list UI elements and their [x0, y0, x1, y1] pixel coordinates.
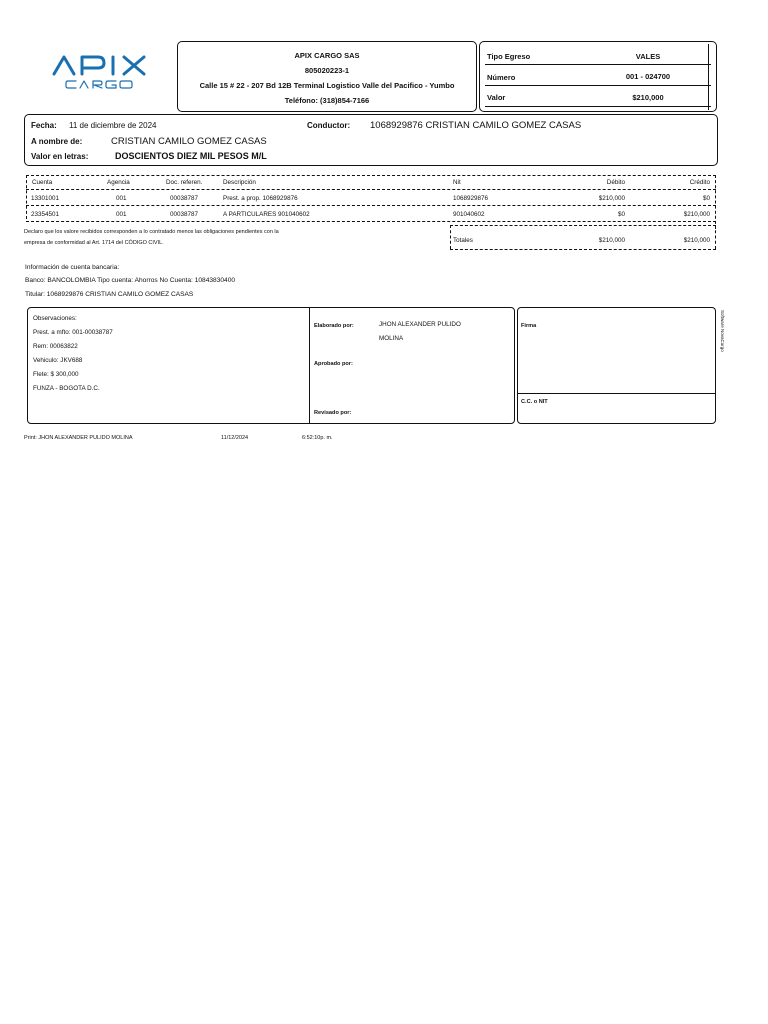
conductor-label: Conductor: [307, 121, 351, 130]
row-credito: $210,000 [683, 211, 710, 218]
table-row-sep [26, 205, 716, 206]
egreso-number-value: 001 - 024700 [625, 72, 671, 81]
firma-label: Firma [521, 323, 537, 329]
letras-label: Valor en letras: [31, 152, 89, 161]
elaborado-label: Elaborado por: [314, 323, 354, 329]
row-credito: $0 [702, 195, 710, 202]
egreso-line-2 [485, 85, 711, 86]
aprobado-label: Aprobado por: [314, 361, 353, 367]
row-doc: 00038787 [170, 195, 199, 202]
row-agencia: 001 [116, 195, 127, 202]
egreso-type-label: Tipo Egreso [487, 52, 531, 61]
nombre-value: CRISTIAN CAMILO GOMEZ CASAS [111, 136, 267, 147]
fecha-value: 11 de diciembre de 2024 [69, 121, 157, 130]
row-cuenta: 23354501 [31, 211, 60, 218]
signature-line [518, 393, 715, 394]
egreso-line-3 [485, 106, 711, 107]
bank-title: Información de cuenta bancaria: [25, 264, 120, 271]
row-debito: $0 [617, 211, 625, 218]
company-header [177, 41, 477, 112]
totals-left-border [450, 225, 451, 249]
company-address: Calle 15 # 22 - 207 Bd 12B Terminal Logistico Valle del Pacifico - Yumbo [199, 81, 455, 90]
row-agencia: 001 [116, 211, 127, 218]
row-descripcion: A PARTICULARES 901040602 [223, 211, 310, 218]
footer-date: 11/12/2024 [221, 435, 249, 441]
row-descripcion: Prest. a prop. 1068929876 [223, 195, 298, 202]
revisado-label: Revisado por: [314, 410, 352, 416]
col-doc: Doc. referen. [166, 179, 203, 186]
letras-value: DOSCIENTOS DIEZ MIL PESOS M/L [115, 151, 267, 161]
observations-box [27, 307, 515, 424]
totals-top-border [450, 225, 716, 226]
egreso-value-amount: $210,000 [632, 93, 664, 102]
company-name: APIX CARGO SAS [294, 51, 360, 60]
footer-print: Print: JHON ALEXANDER PULIDO MOLINA [24, 435, 133, 441]
egreso-value-label: Valor [487, 93, 506, 102]
totals-credit: $210,000 [683, 237, 710, 244]
col-descripcion: Descripción [223, 179, 256, 186]
egreso-divider [708, 44, 709, 110]
egreso-number-label: Número [487, 73, 516, 82]
totals-right-border [715, 225, 716, 249]
bank-line-2: Titular: 1068929876 CRISTIAN CAMILO GOMEZ CASAS [25, 291, 194, 298]
company-logo [50, 52, 150, 94]
table-top-border [26, 175, 716, 176]
totals-bottom-border [450, 249, 716, 250]
nombre-label: A nombre de: [31, 137, 83, 146]
conductor-value: 1068929876 CRISTIAN CAMILO GOMEZ CASAS [370, 120, 582, 131]
fecha-label: Fecha: [31, 121, 57, 130]
elaborado-name-2: MOLINA [379, 335, 404, 342]
table-left-border [26, 175, 27, 219]
observations-title: Observaciones: [33, 315, 77, 322]
row-doc: 00038787 [170, 211, 199, 218]
observations-divider [309, 308, 310, 423]
cc-label: C.C. o NIT [521, 399, 548, 405]
col-nit: Nit [453, 179, 461, 186]
row-nit: 1068929876 [453, 195, 489, 202]
table-bottom-border [26, 221, 716, 222]
col-credito: Crédito [689, 179, 710, 186]
company-nit: 805020223-1 [304, 66, 350, 75]
row-cuenta: 13301001 [31, 195, 60, 202]
observation-line: Flete: $ 300,000 [33, 371, 79, 378]
egreso-box [479, 41, 717, 112]
col-debito: Débito [606, 179, 625, 186]
row-debito: $210,000 [598, 195, 625, 202]
signature-box [517, 307, 716, 424]
totals-label: Totales [453, 237, 473, 244]
elaborado-name-1: JHON ALEXANDER PULIDO [379, 321, 461, 328]
totals-debit: $210,000 [598, 237, 625, 244]
table-header-sep [26, 189, 716, 190]
observation-line: Rem: 00063822 [33, 343, 78, 350]
col-cuenta: Cuenta [32, 179, 53, 186]
declaration-line-2: empresa de conformidad al Art. 1714 del CÓDIGO CIVIL. [24, 240, 164, 246]
footer-time: 6:52:10p. m. [302, 435, 333, 441]
observation-line: Vehiculo: JKV688 [33, 357, 83, 364]
bank-line-1: Banco: BANCOLOMBIA Tipo cuenta: Ahorros No Cuenta: 10843830400 [25, 277, 236, 284]
info-box [24, 114, 718, 166]
egreso-type-value: VALES [635, 52, 661, 61]
declaration-line-1: Declaro que los valore recibidos corresponden a lo contratado menos las obligaciones pendientes con la [24, 229, 279, 235]
egreso-line-1 [485, 64, 711, 65]
col-agencia: Agencia [107, 179, 130, 186]
row-nit: 901040602 [453, 211, 485, 218]
observation-line: Prest. a mfto: 001-00038787 [33, 329, 113, 336]
software-side-text: Software NovaCargo [720, 310, 725, 352]
company-phone: Teléfono: (318)854-7166 [284, 96, 370, 105]
observation-line: FUNZA - BOGOTA D.C. [33, 385, 100, 392]
apix-logo-mark [50, 52, 150, 94]
